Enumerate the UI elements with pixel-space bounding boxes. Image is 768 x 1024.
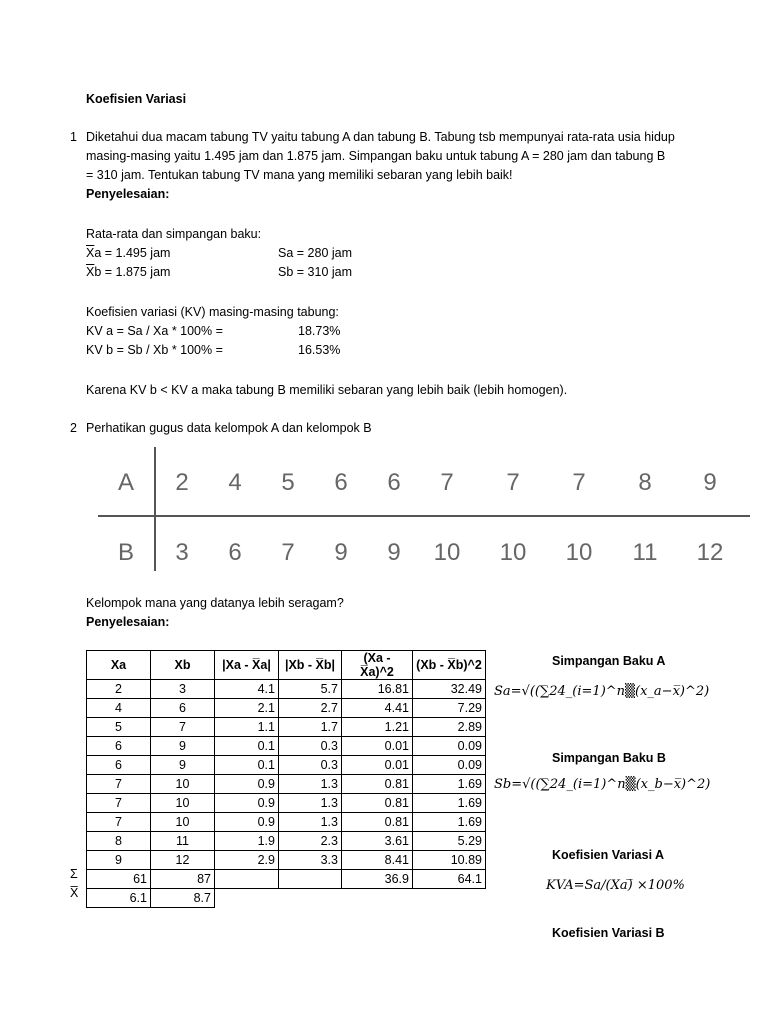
- cell-abs-dev-a: 4.1: [215, 680, 279, 699]
- group-b-value: 9: [387, 539, 401, 566]
- group-b-value: 10: [499, 539, 527, 566]
- table-row: [87, 813, 486, 832]
- kvb-formula: KV b = Sb / Xb * 100% =: [86, 343, 223, 357]
- cell-xa: 2: [87, 680, 151, 699]
- cell-xb: 9: [151, 737, 215, 756]
- mean-cell-xb: 8.7: [151, 889, 215, 908]
- cell-abs-dev-a: 0.9: [215, 794, 279, 813]
- cell-sq-dev-b: 1.69: [413, 813, 486, 832]
- cell-sq-dev-b: 10.89: [413, 851, 486, 870]
- cell-xb: 10: [151, 813, 215, 832]
- cell-xb: 7: [151, 718, 215, 737]
- cell-abs-dev-b: 3.3: [279, 851, 342, 870]
- group-b-value: 9: [334, 539, 348, 566]
- header-sq-dev-b: (Xb - X̅b)^2: [413, 651, 486, 680]
- table-row: [87, 699, 486, 718]
- cell-sq-dev-b: 5.29: [413, 832, 486, 851]
- kva-formula: KV a = Sa / Xa * 100% =: [86, 324, 223, 338]
- cell-abs-dev-b: 2.3: [279, 832, 342, 851]
- cell-abs-dev-b: 1.3: [279, 813, 342, 832]
- cell-sq-dev-b: 2.89: [413, 718, 486, 737]
- cell-xa: 9: [87, 851, 151, 870]
- cell-abs-dev-a: 0.9: [215, 813, 279, 832]
- page-title: Koefisien Variasi: [86, 92, 187, 106]
- q1-conclusion: Karena KV b < KV a maka tabung B memiliki sebaran yang lebih baik (lebih homogen).: [86, 383, 568, 397]
- cell-abs-dev-b: 0.3: [279, 737, 342, 756]
- empty-cell: [342, 889, 413, 908]
- cell-xb: 9: [151, 756, 215, 775]
- sum-cell-xb: 87: [151, 870, 215, 889]
- group-a-value: 4: [228, 469, 242, 496]
- cell-xb: 6: [151, 699, 215, 718]
- mean-a: [86, 246, 170, 260]
- cell-abs-dev-a: 0.1: [215, 756, 279, 775]
- cell-xb: 12: [151, 851, 215, 870]
- cell-sq-dev-a: 1.21: [342, 718, 413, 737]
- cell-xa: 7: [87, 794, 151, 813]
- cell-abs-dev-b: 0.3: [279, 756, 342, 775]
- cell-abs-dev-b: 1.3: [279, 794, 342, 813]
- group-a-value: 2: [175, 469, 189, 496]
- cell-xa: 4: [87, 699, 151, 718]
- q2-line-1: Perhatikan gugus data kelompok A dan kelompok B: [86, 421, 372, 435]
- table-row: [87, 756, 486, 775]
- empty-cell: [413, 889, 486, 908]
- cell-xa: 6: [87, 756, 151, 775]
- q2-question: Kelompok mana yang datanya lebih seragam?: [86, 596, 344, 610]
- cell-sq-dev-a: 0.81: [342, 794, 413, 813]
- cell-abs-dev-b: 2.7: [279, 699, 342, 718]
- mean-b-text: b = 1.875 jam: [94, 265, 171, 279]
- table-row: [87, 851, 486, 870]
- table-divider-vertical: [154, 447, 156, 571]
- sum-cell-abs-dev-b: [279, 870, 342, 889]
- kv-b-title: Koefisien Variasi B: [552, 926, 665, 940]
- table-row: [87, 794, 486, 813]
- xbar-symbol: $\overline{X}$: [86, 246, 95, 260]
- cell-sq-dev-a: 16.81: [342, 680, 413, 699]
- mean-row: [87, 889, 486, 908]
- group-b-value: 3: [175, 539, 189, 566]
- cell-sq-dev-a: 0.01: [342, 756, 413, 775]
- group-a-value: 6: [387, 469, 401, 496]
- xbar-symbol: $\overline{X}$: [86, 265, 95, 279]
- group-b-value: 12: [696, 539, 724, 566]
- cell-sq-dev-b: 32.49: [413, 680, 486, 699]
- cell-abs-dev-a: 1.1: [215, 718, 279, 737]
- group-a-value: 9: [703, 469, 717, 496]
- cell-sq-dev-a: 0.01: [342, 737, 413, 756]
- cell-sq-dev-b: 7.29: [413, 699, 486, 718]
- calculation-table: [86, 650, 486, 908]
- cell-sq-dev-a: 4.41: [342, 699, 413, 718]
- table-row: [87, 718, 486, 737]
- cell-xb: 10: [151, 794, 215, 813]
- table-row: [87, 737, 486, 756]
- sum-symbol: Σ: [70, 867, 78, 881]
- cell-sq-dev-a: 0.81: [342, 813, 413, 832]
- header-xb: Xb: [151, 651, 215, 680]
- header-abs-dev-a: |Xa - X̅a|: [215, 651, 279, 680]
- sum-row: [87, 870, 486, 889]
- cell-xb: 10: [151, 775, 215, 794]
- group-a-value: 7: [440, 469, 454, 496]
- cell-xa: 7: [87, 775, 151, 794]
- q2-solution-label: Penyelesaian:: [86, 615, 170, 629]
- q1-solution-label: Penyelesaian:: [86, 187, 170, 201]
- sd-b: Sb = 310 jam: [278, 265, 353, 279]
- table-row: [87, 775, 486, 794]
- sd-b-title: Simpangan Baku B: [552, 751, 666, 765]
- table-header-row: [87, 651, 486, 680]
- group-b-value: 10: [565, 539, 593, 566]
- group-b-value: 11: [632, 539, 658, 566]
- kv-label: Koefisien variasi (KV) masing-masing tabung:: [86, 305, 339, 319]
- group-a-label: A: [117, 469, 135, 496]
- mean-a-text: a = 1.495 jam: [94, 246, 171, 260]
- cell-abs-dev-a: 0.1: [215, 737, 279, 756]
- cell-abs-dev-b: 1.3: [279, 775, 342, 794]
- cell-xa: 6: [87, 737, 151, 756]
- sum-cell-abs-dev-a: [215, 870, 279, 889]
- group-a-value: 7: [572, 469, 586, 496]
- mean-sd-label: Rata-rata dan simpangan baku:: [86, 227, 262, 241]
- header-abs-dev-b: |Xb - X̅b|: [279, 651, 342, 680]
- group-a-value: 7: [506, 469, 520, 496]
- cell-abs-dev-a: 1.9: [215, 832, 279, 851]
- sd-a-title: Simpangan Baku A: [552, 654, 666, 668]
- cell-abs-dev-a: 2.9: [215, 851, 279, 870]
- cell-xa: 5: [87, 718, 151, 737]
- sum-cell-sq-dev-b: 64.1: [413, 870, 486, 889]
- cell-sq-dev-b: 1.69: [413, 794, 486, 813]
- cell-abs-dev-a: 2.1: [215, 699, 279, 718]
- table-row: [87, 680, 486, 699]
- cell-sq-dev-a: 8.41: [342, 851, 413, 870]
- cell-sq-dev-b: 1.69: [413, 775, 486, 794]
- cell-sq-dev-a: 3.61: [342, 832, 413, 851]
- cell-sq-dev-b: 0.09: [413, 756, 486, 775]
- sd-a-formula: Sa=√((∑24_(i=1)^n▒(x_a−x̅)^2): [494, 684, 710, 699]
- cell-sq-dev-a: 0.81: [342, 775, 413, 794]
- kv-a-title: Koefisien Variasi A: [552, 848, 665, 862]
- sd-a: Sa = 280 jam: [278, 246, 353, 260]
- empty-cell: [279, 889, 342, 908]
- question-number-2: 2: [70, 421, 77, 435]
- group-a-value: 5: [281, 469, 295, 496]
- mean-b: [86, 265, 170, 279]
- group-a-value: 6: [334, 469, 348, 496]
- cell-sq-dev-b: 0.09: [413, 737, 486, 756]
- cell-xb: 3: [151, 680, 215, 699]
- kva-value: 18.73%: [298, 324, 341, 338]
- group-b-value: 10: [433, 539, 461, 566]
- cell-abs-dev-a: 0.9: [215, 775, 279, 794]
- cell-xa: 8: [87, 832, 151, 851]
- group-b-value: 7: [281, 539, 295, 566]
- cell-abs-dev-b: 1.7: [279, 718, 342, 737]
- header-sq-dev-a: (Xa - X̅a)^2: [342, 651, 413, 680]
- mean-symbol: X̅: [70, 886, 79, 900]
- sd-b-formula: Sb=√((∑24_(i=1)^n▒(x_b−x̅)^2): [494, 777, 711, 792]
- question-number-1: 1: [70, 130, 77, 144]
- mean-cell-xa: 6.1: [87, 889, 151, 908]
- sum-cell-xa: 61: [87, 870, 151, 889]
- group-a-value: 8: [638, 469, 652, 496]
- table-divider-horizontal: [98, 515, 750, 517]
- q1-line-2: masing-masing yaitu 1.495 jam dan 1.875 jam. Simpangan baku untuk tabung A = 280 jam dan tabung B: [86, 149, 666, 163]
- group-b-label: B: [117, 539, 135, 566]
- header-xa: Xa: [87, 651, 151, 680]
- group-data-image-table: [98, 447, 750, 571]
- q1-line-1: Diketahui dua macam tabung TV yaitu tabung A dan tabung B. Tabung tsb mempunyai rata-rata usia hidup: [86, 130, 675, 144]
- empty-cell: [215, 889, 279, 908]
- cell-xb: 11: [151, 832, 215, 851]
- q1-line-3: = 310 jam. Tentukan tabung TV mana yang memiliki sebaran yang lebih baik!: [86, 168, 513, 182]
- sum-cell-sq-dev-a: 36.9: [342, 870, 413, 889]
- group-b-value: 6: [228, 539, 242, 566]
- cell-xa: 7: [87, 813, 151, 832]
- kv-a-formula: KVA=Sa/(Xa)̅ ×100%: [546, 878, 685, 893]
- cell-abs-dev-b: 5.7: [279, 680, 342, 699]
- kvb-value: 16.53%: [298, 343, 341, 357]
- table-row: [87, 832, 486, 851]
